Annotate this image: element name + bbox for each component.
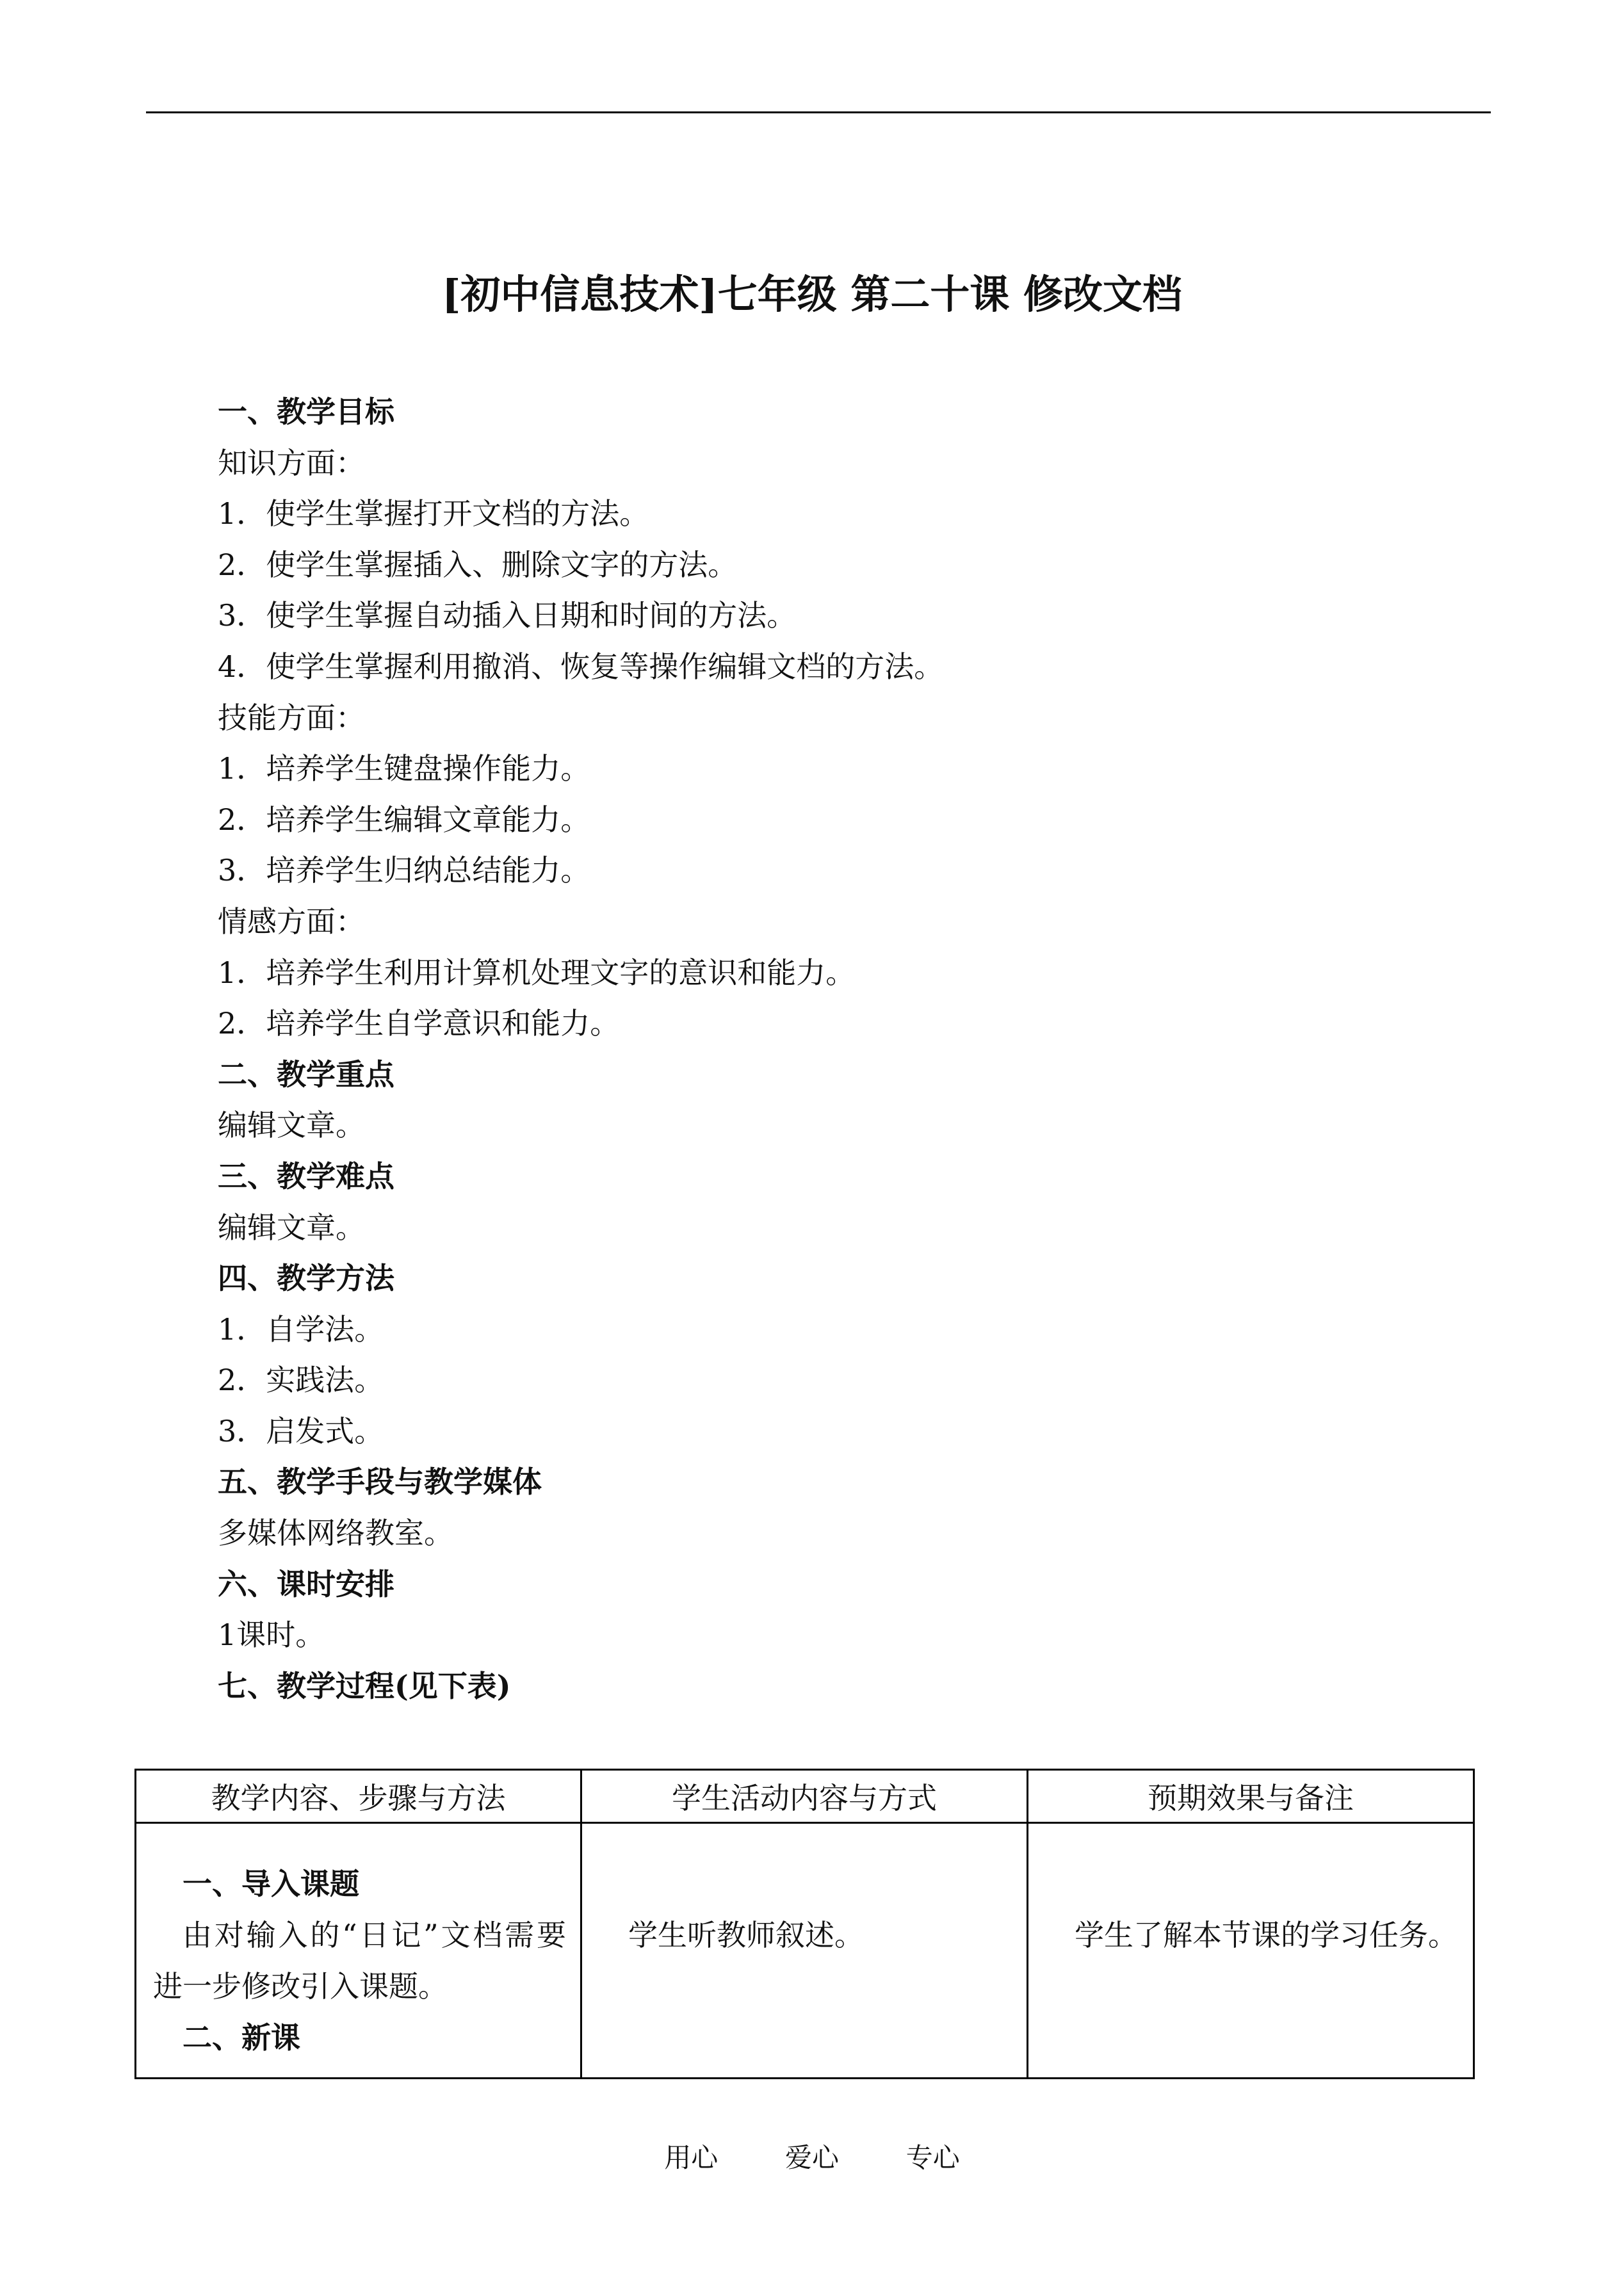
table-header-row [136,1770,1474,1823]
teaching-process-table [134,1769,1475,2079]
section-heading: 二、教学重点 [218,1057,394,1092]
section-heading: 四、教学方法 [218,1261,394,1296]
body-line: 编辑文章。 [218,1210,365,1245]
body-line: 2．培养学生自学意识和能力。 [218,1006,620,1041]
body-line: 3．使学生掌握自动插入日期和时间的方法。 [218,598,797,633]
section-heading: 六、课时安排 [218,1566,394,1602]
body-line: 编辑文章。 [218,1108,365,1143]
section-heading: 三、教学难点 [218,1158,394,1194]
body-line: 1．培养学生利用计算机处理文字的意识和能力。 [218,955,856,990]
section-heading: 七、教学过程(见下表) [218,1668,511,1703]
footer-motto: 用心 [664,2142,719,2173]
body-line: 1．培养学生键盘操作能力。 [218,751,590,786]
body-line: 3．启发式。 [218,1413,384,1448]
body-line: 技能方面： [218,700,365,735]
section-heading: 五、教学手段与教学媒体 [218,1464,542,1500]
document-body [218,387,1466,1712]
section-heading: 一、教学目标 [218,394,394,429]
body-line: 情感方面： [218,904,365,939]
body-line: 2．实践法。 [218,1363,384,1398]
cell-paragraph: 学生听教师叙述。 [628,1918,864,1952]
table-cell-expected-effect [1028,1823,1474,2079]
body-line: 1．使学生掌握打开文档的方法。 [218,496,649,531]
table-header-cell: 学生活动内容与方式 [581,1770,1028,1823]
page-footer [0,2139,1624,2177]
table-row [136,1823,1474,2079]
table-cell-content-steps [136,1823,581,2079]
cell-heading: 一、导入课题 [183,1867,359,1901]
cell-heading: 二、新课 [183,2020,300,2055]
body-line: 知识方面： [218,445,365,480]
footer-motto: 爱心 [784,2142,839,2173]
table-header-cell: 教学内容、步骤与方法 [136,1770,581,1823]
table-header-cell: 预期效果与备注 [1028,1770,1474,1823]
cell-paragraph: 由对输入的“日记”文档需要进一步修改引入课题。 [153,1918,566,2004]
table-cell-student-activity [581,1823,1028,2079]
footer-motto: 专心 [905,2142,960,2173]
body-line: 多媒体网络教室。 [218,1516,453,1551]
document-title: [初中信息技术]七年级 第二十课 修改文档 [442,271,1182,318]
body-line: 2．使学生掌握插入、删除文字的方法。 [218,547,738,582]
cell-paragraph: 学生了解本节课的学习任务。 [1075,1918,1458,1952]
body-line: 1课时。 [218,1618,325,1653]
header-rule [146,111,1491,113]
body-line: 3．培养学生归纳总结能力。 [218,853,590,888]
body-line: 2．培养学生编辑文章能力。 [218,802,590,837]
body-line: 4．使学生掌握利用撤消、恢复等操作编辑文档的方法。 [218,649,944,684]
body-line: 1．自学法。 [218,1311,384,1347]
